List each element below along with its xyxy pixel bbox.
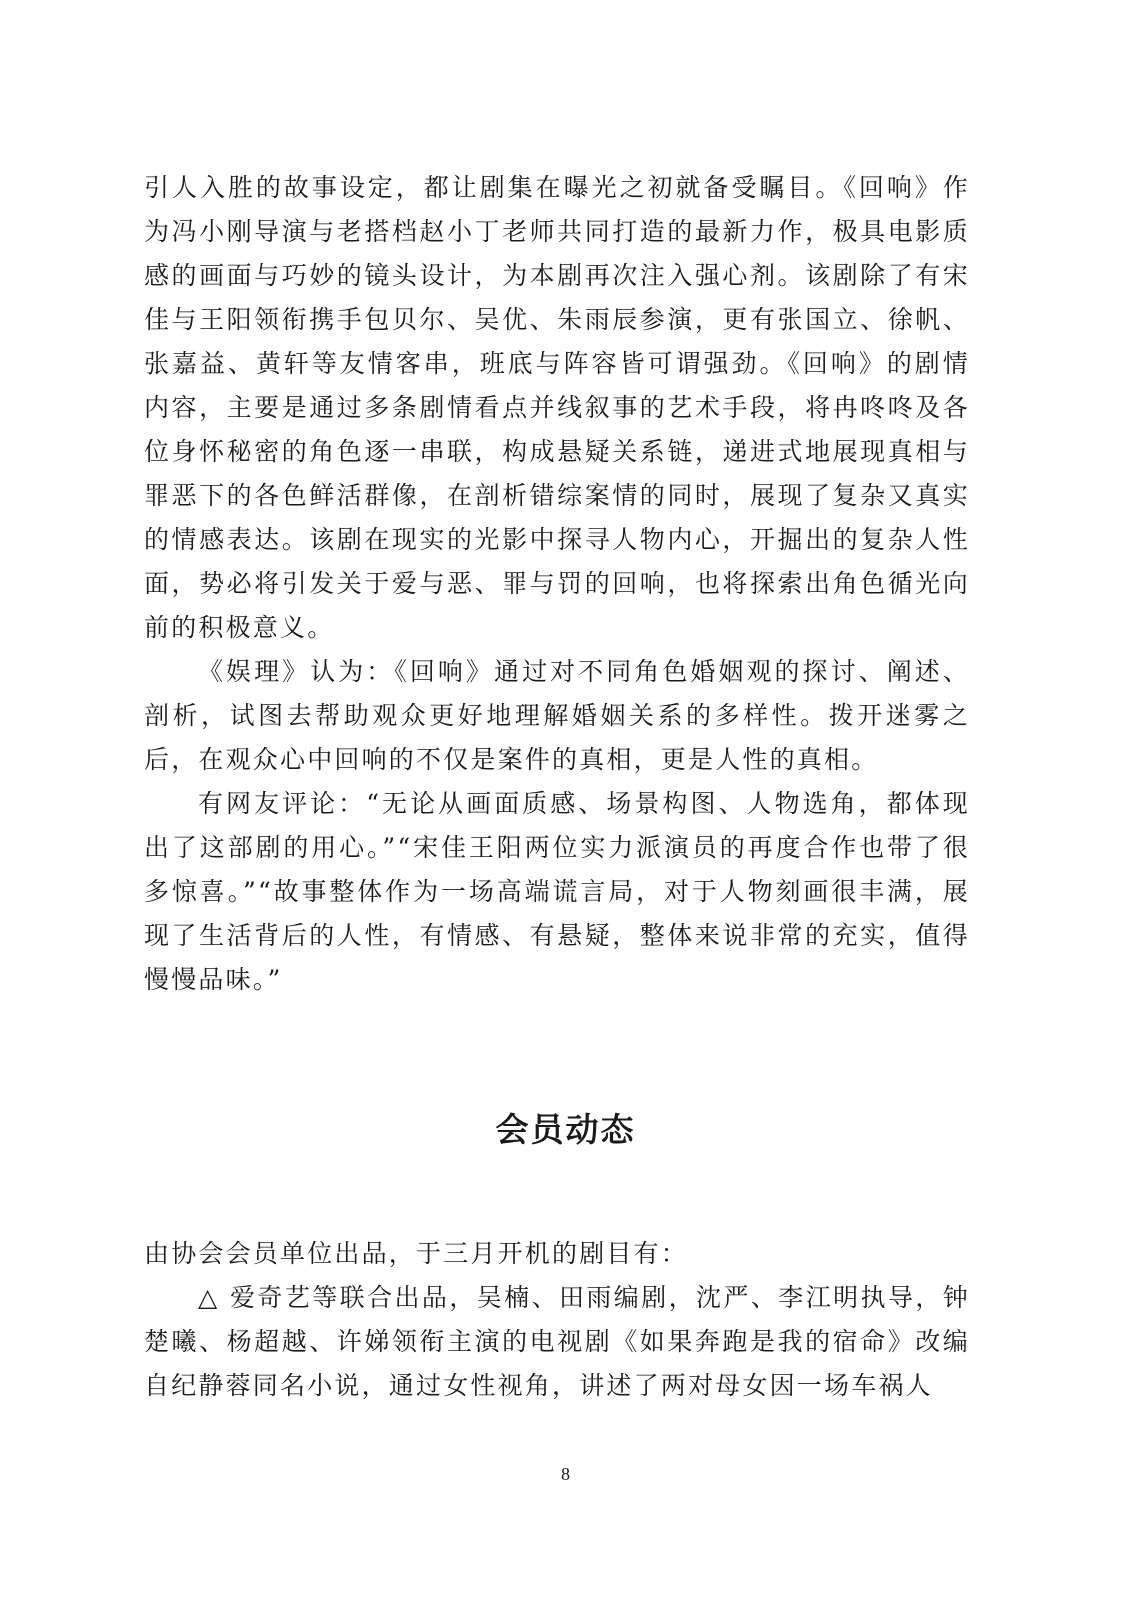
article-body [144,166,970,1002]
section-title: 会员动态 [495,1110,636,1149]
article-paragraph-1: 引人入胜的故事设定，都让剧集在曝光之初就备受瞩目。《回响》作为冯小刚导演与老搭档赵小丁老师共同打造的最新力作，极具电影质感的画面与巧妙的镜头设计，为本剧再次注入强心剂。该剧除了有宋佳与王阳领衔携手包贝尔、吴优、朱雨辰参演，更有张国立、徐帆、张嘉益、黄轩等友情客串，班底与阵容皆可谓强劲。《回响》的剧情内容，主要是通过多条剧情看点并线叙事的艺术手段，将冉咚咚及各位身怀秘密的角色逐一串联，构成悬疑关系链，递进式地展现真相与罪恶下的各色鲜活群像，在剖析错综案情的同时，展现了复杂又真实的情感表达。该剧在现实的光影中探寻人物内心，开掘出的复杂人性面，势必将引发关于爱与恶、罪与罚的回响，也将探索出角色循光向前的积极意义。 [144,173,970,642]
member-news-intro: 由协会会员单位出品，于三月开机的剧目有： [144,1239,689,1268]
article-paragraph-2: 《娱理》认为：《回响》通过对不同角色婚姻观的探讨、阐述、剖析，试图去帮助观众更好地理解婚姻关系的多样性。拨开迷雾之后，在观众心中回响的不仅是案件的真相，更是人性的真相。 [144,657,970,774]
member-news-body [144,1232,970,1408]
member-news-item: △ 爱奇艺等联合出品，吴楠、田雨编剧，沈严、李江明执导，钟楚曦、杨超越、许娣领衔主演的电视剧《如果奔跑是我的宿命》改编自纪静蓉同名小说，通过女性视角，讲述了两对母女因一场车祸人 [144,1283,970,1400]
article-paragraph-3: 有网友评论：“无论从画面质感、场景构图、人物选角，都体现出了这部剧的用心。”“宋佳王阳两位实力派演员的再度合作也带了很多惊喜。”“故事整体作为一场高端谎言局，对于人物刻画很丰满，展现了生活背后的人性，有情感、有悬疑，整体来说非常的充实，值得慢慢品味。” [144,789,970,994]
page-number: 8 [561,1464,570,1484]
